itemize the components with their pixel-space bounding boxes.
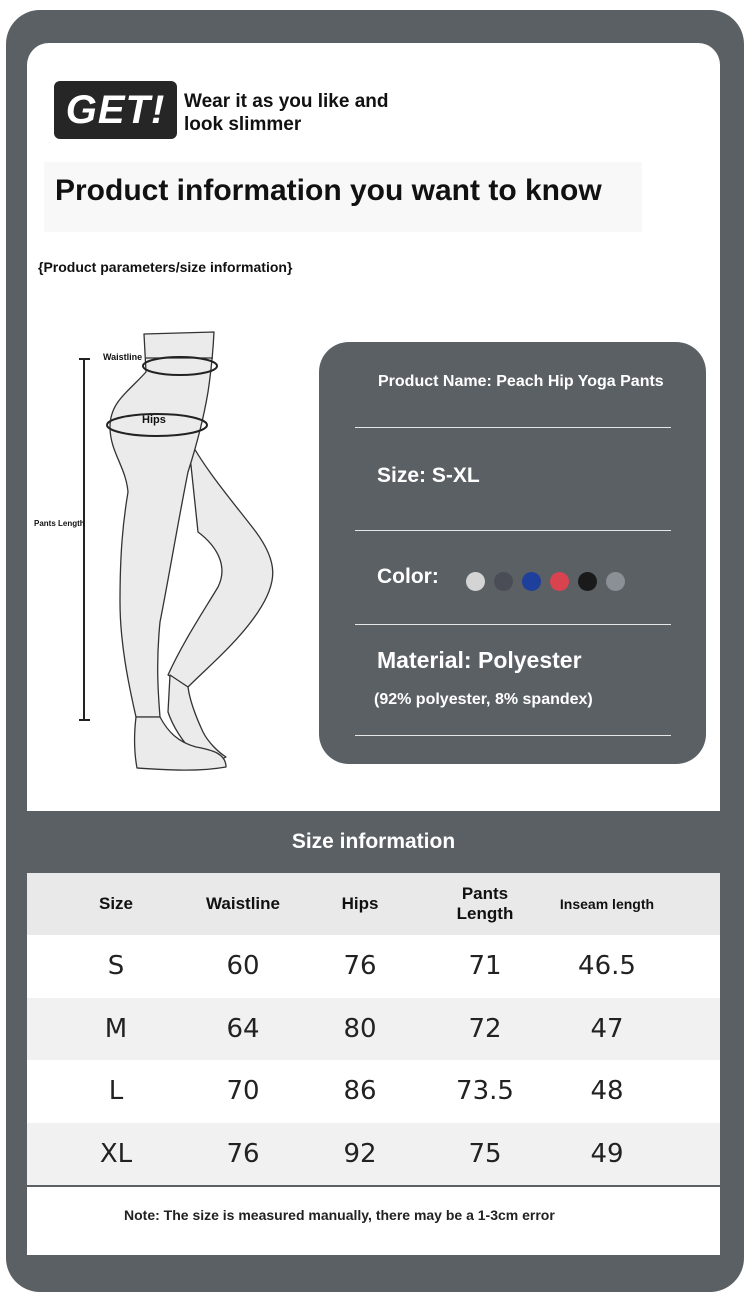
header-waistline: Waistline <box>206 894 280 913</box>
header-pants-length-line1: Pants <box>461 884 509 903</box>
cell-size: L <box>108 1076 124 1107</box>
header-pants-length-line2: Length <box>456 904 514 923</box>
get-badge: GET! <box>54 81 177 139</box>
cell-pants-length: 75 <box>468 1138 502 1169</box>
waistline-label: Waistline <box>103 352 143 362</box>
cell-inseam: 47 <box>590 1013 624 1044</box>
tagline-line-2: look slimmer <box>184 114 302 135</box>
measurement-note: Note: The size is measured manually, there may be a 1-3cm error <box>124 1207 555 1223</box>
cell-waistline: 64 <box>226 1013 260 1044</box>
table-header-row <box>27 873 720 935</box>
cell-pants-length: 71 <box>468 951 502 982</box>
header-size: Size <box>98 894 134 913</box>
size-section-title: Size information <box>291 830 456 853</box>
table-row <box>27 998 720 1061</box>
table-row <box>27 1060 720 1123</box>
cell-inseam: 49 <box>590 1138 624 1169</box>
cell-waistline: 76 <box>226 1138 260 1169</box>
cell-inseam: 46.5 <box>578 951 636 982</box>
leggings-illustration <box>28 322 308 782</box>
cell-inseam: 48 <box>590 1076 624 1107</box>
tagline <box>184 90 444 136</box>
header-hips: Hips <box>341 894 379 913</box>
divider <box>355 530 671 531</box>
color-label: Color: <box>377 565 439 588</box>
page-title: Product information you want to know <box>55 174 602 207</box>
header-inseam: Inseam length <box>559 896 655 912</box>
cell-size: XL <box>99 1138 133 1169</box>
product-size: Size: S-XL <box>377 464 480 487</box>
color-swatch <box>522 572 541 591</box>
cell-pants-length: 73.5 <box>456 1076 514 1107</box>
color-swatch <box>578 572 597 591</box>
product-info-panel <box>319 342 706 764</box>
cell-hips: 80 <box>343 1013 377 1044</box>
table-row <box>27 935 720 998</box>
cell-size: M <box>104 1013 128 1044</box>
table-row <box>27 1123 720 1186</box>
color-swatch <box>550 572 569 591</box>
material-composition: (92% polyester, 8% spandex) <box>374 691 593 708</box>
cell-pants-length: 72 <box>468 1013 502 1044</box>
cell-waistline: 60 <box>226 951 260 982</box>
color-swatch <box>466 572 485 591</box>
cell-hips: 92 <box>343 1138 377 1169</box>
cell-size: S <box>107 951 125 982</box>
color-swatch <box>494 572 513 591</box>
cell-hips: 76 <box>343 951 377 982</box>
hips-label: Hips <box>142 414 166 426</box>
divider <box>355 624 671 625</box>
cell-waistline: 70 <box>226 1076 260 1107</box>
color-swatches <box>466 572 625 591</box>
section-label: {Product parameters/size information} <box>38 259 293 275</box>
divider <box>355 427 671 428</box>
cell-hips: 86 <box>343 1076 377 1107</box>
color-swatch <box>606 572 625 591</box>
product-material: Material: Polyester <box>377 647 582 673</box>
pants-length-label: Pants Length <box>34 519 85 528</box>
product-name: Product Name: Peach Hip Yoga Pants <box>378 373 664 390</box>
header-pants-length <box>435 873 535 935</box>
note-area <box>27 1187 720 1255</box>
size-table <box>27 873 720 1185</box>
tagline-line-1: Wear it as you like and <box>184 91 389 112</box>
divider <box>355 735 671 736</box>
